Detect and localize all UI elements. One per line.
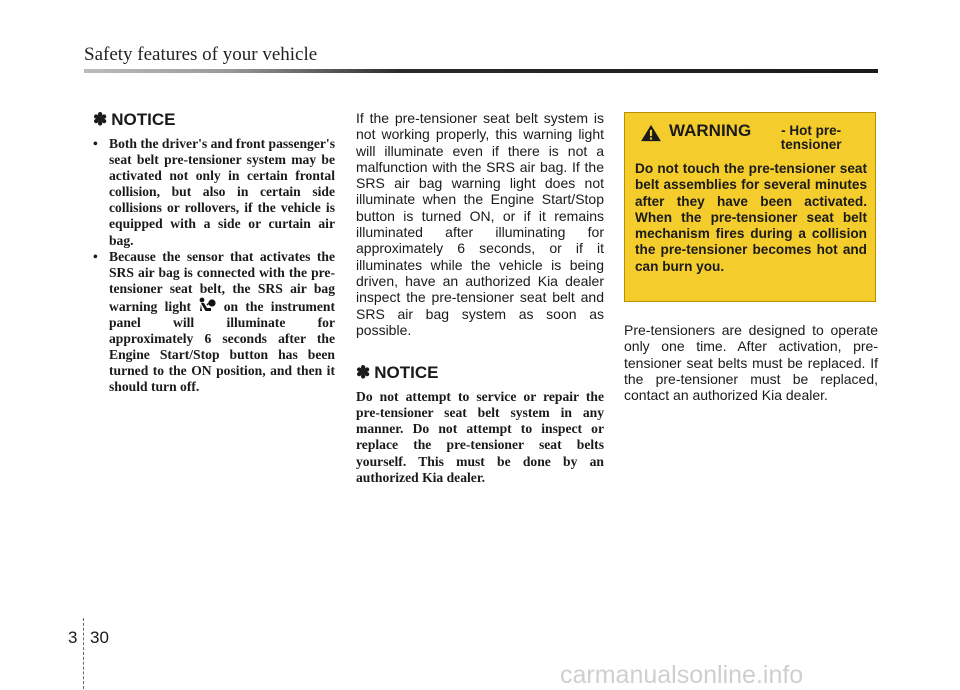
page-header-title: Safety features of your vehicle [84, 44, 318, 65]
notice-title: NOTICE [374, 363, 439, 383]
list-item [93, 249, 335, 396]
warning-subtitle: - Hot pre-tensioner [780, 123, 842, 152]
pretensioner-design-paragraph: Pre-tensioners are designed to operate only one time. After activation, pre-tensioner seat belts must be replaced. If the pre-tensioner must be replaced, contact an authorized Kia dealer. [624, 322, 878, 404]
notice-text: Do not attempt to service or repair the pre-tensioner seat belt system in any manner. Do not attempt to inspect or replace the pre-tensioner seat belts yourself. This must be done by an authorized Kia dealer. [356, 389, 604, 485]
notice-bullet-list [93, 136, 335, 396]
chapter-number: 3 [68, 628, 78, 647]
footer-divider [83, 618, 84, 689]
warning-box [624, 112, 876, 302]
notice-heading [93, 110, 335, 130]
airbag-warning-icon [198, 297, 216, 314]
notice-asterisk-icon: ✽ [93, 110, 108, 129]
warning-title: WARNING [669, 121, 752, 140]
warning-heading [635, 121, 867, 152]
bullet-text: Because the sensor that activates the SRS air bag is connected with the pre-tensioner seat belt, the SRS air bag warning light [109, 248, 335, 314]
watermark: carmanualsonline.info [560, 661, 804, 689]
notice-heading [356, 363, 604, 383]
list-item [93, 136, 335, 249]
pretensioner-malfunction-paragraph: If the pre-tensioner seat belt system is not working properly, this warning light will illuminate even if there is not a malfunction with the SRS air bag. If the SRS air bag warning light does not illuminate when the Engine Start/Stop button is turned ON, or if it remains illuminated after illuminating for approximately 6 seconds, or if it illuminates while the vehicle is being driven, have an authorized Kia dealer inspect the pre-tensioner seat belt and SRS air bag system as soon as possible. [356, 110, 604, 338]
warning-text: Do not touch the pre-tensioner seat belt assemblies for several minutes after they have been activated. When the pre-tensioner seat belt mechanism fires during a collision the pre-tensioner becomes hot and can burn you. [635, 161, 867, 274]
column-left [93, 110, 335, 396]
page-number: 30 [90, 628, 109, 647]
column-middle [356, 110, 604, 486]
warning-triangle-icon [639, 124, 663, 142]
column-right [624, 322, 878, 403]
notice-asterisk-icon: ✽ [356, 363, 371, 383]
bullet-text: on the instrument panel will illuminate for approximately 6 seconds after the Engine Start/Stop button has been turned to the ON position, and then it should turn off. [109, 298, 335, 395]
header-rule [84, 69, 878, 73]
bullet-dot: • [93, 248, 98, 264]
bullet-dot: • [93, 136, 98, 151]
bullet-text: Both the driver's and front passenger's seat belt pre-tensioner system may be activated not only in certain frontal collision, but also in certain side collisions or rollovers, if the vehicle is equipped with a side or curtain air bag. [109, 136, 335, 248]
notice-title: NOTICE [111, 110, 176, 129]
